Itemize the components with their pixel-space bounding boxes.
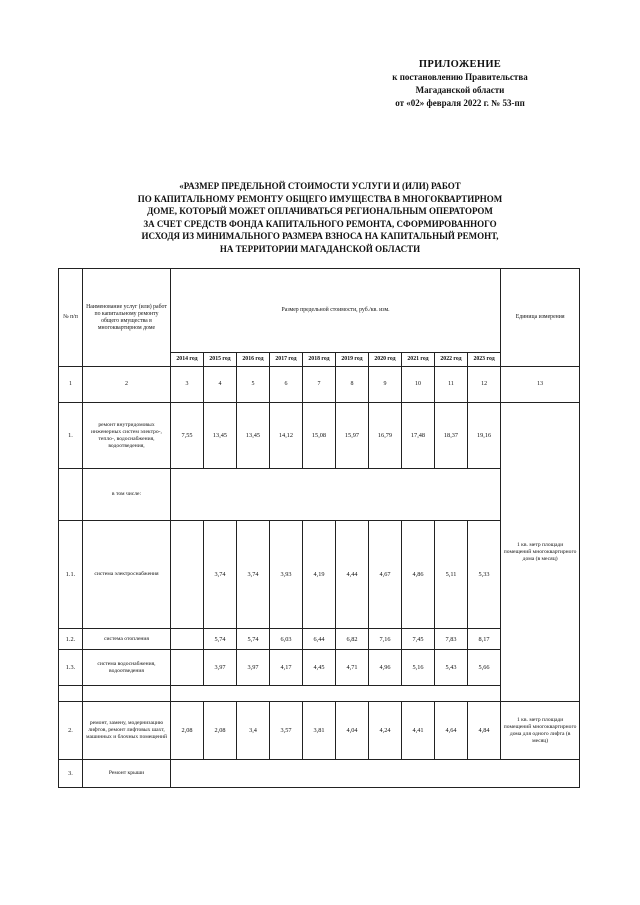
header-unit: Единица измерения (501, 269, 580, 367)
value-cell (171, 650, 204, 686)
empty-cell (59, 686, 83, 702)
value-cell: 15,08 (303, 403, 336, 469)
value-cell: 5,66 (468, 650, 501, 686)
value-cell: 7,55 (171, 403, 204, 469)
unit-cell: 1 кв. метр площади помещений многоквартирного дома (в месяц) (501, 403, 580, 702)
header-cost: Размер предельной стоимости, руб./кв. изм. (171, 269, 501, 353)
value-cell: 15,97 (336, 403, 369, 469)
value-cell: 14,12 (270, 403, 303, 469)
year-header: 2019 год (336, 353, 369, 367)
value-cell: 4,04 (336, 702, 369, 760)
value-cell: 4,84 (468, 702, 501, 760)
value-cell: 13,45 (204, 403, 237, 469)
price-table (58, 268, 580, 788)
value-cell: 17,48 (402, 403, 435, 469)
value-cell: 3,93 (270, 521, 303, 629)
row-number: 1. (59, 403, 83, 469)
value-cell: 7,45 (402, 629, 435, 650)
column-number: 7 (303, 367, 336, 403)
year-header: 2015 год (204, 353, 237, 367)
row-number: 2. (59, 702, 83, 760)
value-cell: 3,4 (237, 702, 270, 760)
value-cell: 3,74 (204, 521, 237, 629)
title-line: «РАЗМЕР ПРЕДЕЛЬНОЙ СТОИМОСТИ УСЛУГИ И (ИЛИ) РАБОТ (179, 181, 461, 191)
column-number-row (59, 367, 580, 403)
column-number: 5 (237, 367, 270, 403)
value-cell: 13,45 (237, 403, 270, 469)
row-number: 3. (59, 760, 83, 788)
value-cell: 4,17 (270, 650, 303, 686)
value-cell: 19,16 (468, 403, 501, 469)
column-number: 2 (83, 367, 171, 403)
row-service: в том числе: (83, 469, 171, 521)
value-cell: 2,08 (171, 702, 204, 760)
value-cell (171, 521, 204, 629)
header-row (59, 269, 580, 353)
column-number: 1 (59, 367, 83, 403)
value-cell: 4,86 (402, 521, 435, 629)
value-cell: 4,19 (303, 521, 336, 629)
row-number (59, 469, 83, 521)
column-number: 4 (204, 367, 237, 403)
row-service: Ремонт крыши (83, 760, 171, 788)
year-header: 2016 год (237, 353, 270, 367)
value-cell: 7,83 (435, 629, 468, 650)
appendix-line-3: от «02» февраля 2022 г. № 53-пп (395, 98, 525, 108)
row-service: система электроснабжения (83, 521, 171, 629)
value-cell: 5,33 (468, 521, 501, 629)
row-service: ремонт, замену, модернизацию лифтов, ремонт лифтовых шахт, машинных и блочных помещений (83, 702, 171, 760)
row-service: ремонт внутридомовых инженерных систем электро-, тепло-, водоснабжения, водоотведения, (83, 403, 171, 469)
empty-span-cell (171, 469, 501, 521)
empty-span-cell (171, 760, 580, 788)
column-number: 9 (369, 367, 402, 403)
value-cell: 3,57 (270, 702, 303, 760)
title-line: НА ТЕРРИТОРИИ МАГАДАНСКОЙ ОБЛАСТИ (219, 243, 421, 254)
row-number: 1.2. (59, 629, 83, 650)
year-header: 2021 год (402, 353, 435, 367)
value-cell: 4,67 (369, 521, 402, 629)
value-cell: 6,44 (303, 629, 336, 650)
value-cell: 18,37 (435, 403, 468, 469)
value-cell: 3,97 (237, 650, 270, 686)
value-cell: 5,43 (435, 650, 468, 686)
table-row (59, 403, 580, 469)
value-cell: 4,64 (435, 702, 468, 760)
value-cell: 6,03 (270, 629, 303, 650)
header-num: № п/п (59, 269, 83, 367)
year-header: 2018 год (303, 353, 336, 367)
title-line: ЗА СЧЕТ СРЕДСТВ ФОНДА КАПИТАЛЬНОГО РЕМОНТА, СФОРМИРОВАННОГО (143, 218, 497, 229)
year-header: 2022 год (435, 353, 468, 367)
value-cell: 5,11 (435, 521, 468, 629)
year-header: 2020 год (369, 353, 402, 367)
column-number: 8 (336, 367, 369, 403)
appendix-title: ПРИЛОЖЕНИЕ (418, 59, 502, 70)
value-cell: 3,81 (303, 702, 336, 760)
value-cell: 5,74 (204, 629, 237, 650)
column-number: 13 (501, 367, 580, 403)
value-cell: 3,74 (237, 521, 270, 629)
column-number: 11 (435, 367, 468, 403)
year-header: 2017 год (270, 353, 303, 367)
empty-cell (83, 686, 171, 702)
value-cell: 4,44 (336, 521, 369, 629)
table-row (59, 702, 580, 760)
row-number: 1.3. (59, 650, 83, 686)
column-number: 3 (171, 367, 204, 403)
column-number: 10 (402, 367, 435, 403)
appendix-block (360, 58, 560, 110)
value-cell: 6,82 (336, 629, 369, 650)
title-line: ДОМЕ, КОТОРЫЙ МОЖЕТ ОПЛАЧИВАТЬСЯ РЕГИОНАЛЬНЫМ ОПЕРАТОРОМ (147, 206, 493, 216)
value-cell: 2,08 (204, 702, 237, 760)
row-service: система водоснабжения, водоотведения (83, 650, 171, 686)
value-cell: 4,71 (336, 650, 369, 686)
year-header: 2014 год (171, 353, 204, 367)
column-number: 6 (270, 367, 303, 403)
appendix-line-2: Магаданской области (415, 85, 505, 95)
value-cell: 5,74 (237, 629, 270, 650)
value-cell: 4,45 (303, 650, 336, 686)
empty-span-cell (171, 686, 501, 702)
value-cell: 16,79 (369, 403, 402, 469)
table-row (59, 760, 580, 788)
year-header: 2023 год (468, 353, 501, 367)
appendix-line-1: к постановлению Правительства (392, 72, 528, 82)
unit-cell: 1 кв. метр площади помещений многоквартирного дома для одного лифта (в месяц) (501, 702, 580, 760)
title-line: ИСХОДЯ ИЗ МИНИМАЛЬНОГО РАЗМЕРА ВЗНОСА НА КАПИТАЛЬНЫЙ РЕМОНТ, (141, 231, 499, 241)
header-service: Наименование услуг (или) работ по капитальному ремонту общего имущества в многоквартирном доме (83, 269, 171, 367)
row-service: система отопления (83, 629, 171, 650)
value-cell: 3,97 (204, 650, 237, 686)
value-cell: 4,96 (369, 650, 402, 686)
value-cell: 8,17 (468, 629, 501, 650)
column-number: 12 (468, 367, 501, 403)
value-cell (171, 629, 204, 650)
value-cell: 7,16 (369, 629, 402, 650)
document-title (95, 180, 545, 255)
row-number: 1.1. (59, 521, 83, 629)
value-cell: 4,24 (369, 702, 402, 760)
value-cell: 5,16 (402, 650, 435, 686)
title-line: ПО КАПИТАЛЬНОМУ РЕМОНТУ ОБЩЕГО ИМУЩЕСТВА В МНОГОКВАРТИРНОМ (137, 193, 503, 204)
value-cell: 4,41 (402, 702, 435, 760)
